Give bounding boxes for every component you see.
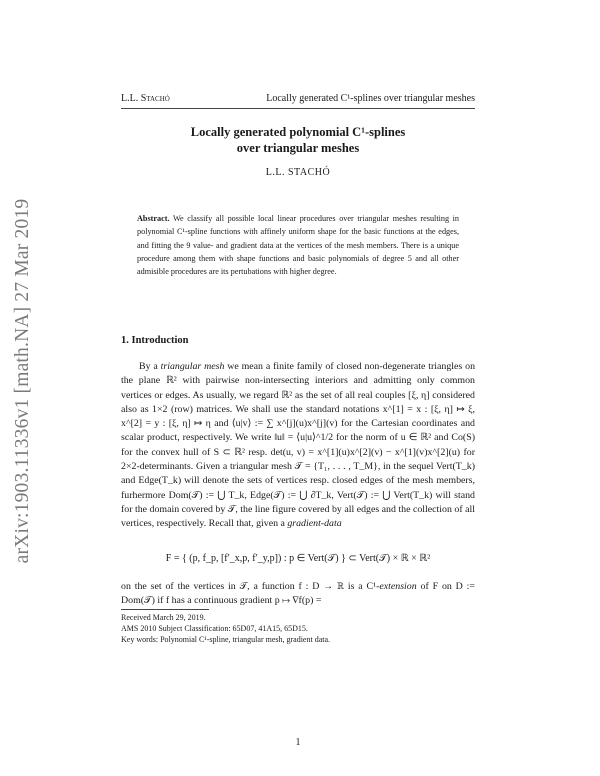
title-line-2: over triangular meshes <box>236 141 360 155</box>
body-text: of F on D := Dom(𝒯) if f has a continuous gradient p ↦ ∇f(p) = <box>121 581 475 607</box>
title-line-1: Locally generated polynomial C¹-splines <box>190 125 406 139</box>
emphasis-term: gradient-data <box>287 518 342 530</box>
footnote-received: Received March 29, 2019. <box>121 613 206 622</box>
abstract-label: Abstract. <box>137 214 170 223</box>
display-formula: F = { (p, f_p, [f′_x,p, f′_y,p]) : p ∈ Vert(𝒯) } ⊂ Vert(𝒯) × ℝ × ℝ² <box>165 553 431 564</box>
arxiv-identifier: arXiv:1903.11336v1 [math.NA] 27 Mar 2019 <box>12 198 33 564</box>
paper-title <box>121 124 475 156</box>
body-text: we mean a finite family of closed non-degenerate triangles on the plane ℝ² with pairwise non-intersecting interiors and admitting only common vertices or edges. As usually, we regard ℝ² as the set of all real couples [ξ, η] considered also as 1×2 (row) matrices. We shall use the standard notations x^[1] = x : [ξ, η] ↦ ξ, x^[2] = y : [ξ, η] ↦ η and ⟨u|v⟩ := ∑ x^[j](u)x^[j](v) for the Cartesian coordinates and scalar product, respectively. We write ‖u‖ = ⟨u|u⟩^1/2 for the norm of u ∈ ℝ² and Co(S) for the convex hull of S ⊂ ℝ² resp. det(u, v) = x^[1](u)x^[2](v) − x^[1](v)x^[2](u) for 2×2-determinants. Given a triangular mesh 𝒯 = {T₁, . . . , T_M}, in the sequel Vert(T_k) and Edge(T_k) will denote the sets of vertices resp. closed edges of the mesh members, furhermore Dom(𝒯) := ⋃ T_k, Edge(𝒯) := ⋃ ∂T_k, Vert(𝒯) := ⋃ Vert(T_k) will stand for the domain covered by 𝒯, the line figure covered by all edges and the collection of all vertices, respectively. Recall that, given a <box>121 361 476 530</box>
emphasis-term: triangular mesh <box>160 361 225 372</box>
section-heading: 1. Introduction <box>121 335 189 346</box>
emphasis-term: extension <box>379 581 417 592</box>
footnote-keywords: Key words: Polynomial C¹-spline, triangular mesh, gradient data. <box>121 635 331 644</box>
page-number: 1 <box>295 737 301 748</box>
abstract-text: We classify all possible local linear procedures over triangular meshes resulting in polynomial C¹-spline functions with affinely uniform shape for the basic functions at the edges, and fitting the 9 value- and gradient data at the vertices of the mesh members. There is a unique procedure among them with shape functions and basic polynomials of degree 5 and all other admisible procedures are its pertubations with higher degree. <box>137 214 459 277</box>
body-paragraph-continued <box>121 580 475 609</box>
footnote-ams: AMS 2010 Subject Classification: 65D07, 41A15, 65D15. <box>121 624 308 633</box>
running-head <box>121 92 475 109</box>
running-head-author: L.L. Stachó <box>121 93 170 104</box>
body-paragraph <box>121 360 475 532</box>
footnote-rule <box>121 609 209 610</box>
running-head-title: Locally generated C¹-splines over triangular meshes <box>266 93 475 104</box>
footnotes <box>121 612 475 645</box>
abstract <box>137 212 459 278</box>
author-name: L.L. STACHÓ <box>265 167 331 178</box>
body-text: By a <box>139 361 161 372</box>
body-text: on the set of the vertices in 𝒯, a function f : D → ℝ is a C¹- <box>121 581 380 592</box>
